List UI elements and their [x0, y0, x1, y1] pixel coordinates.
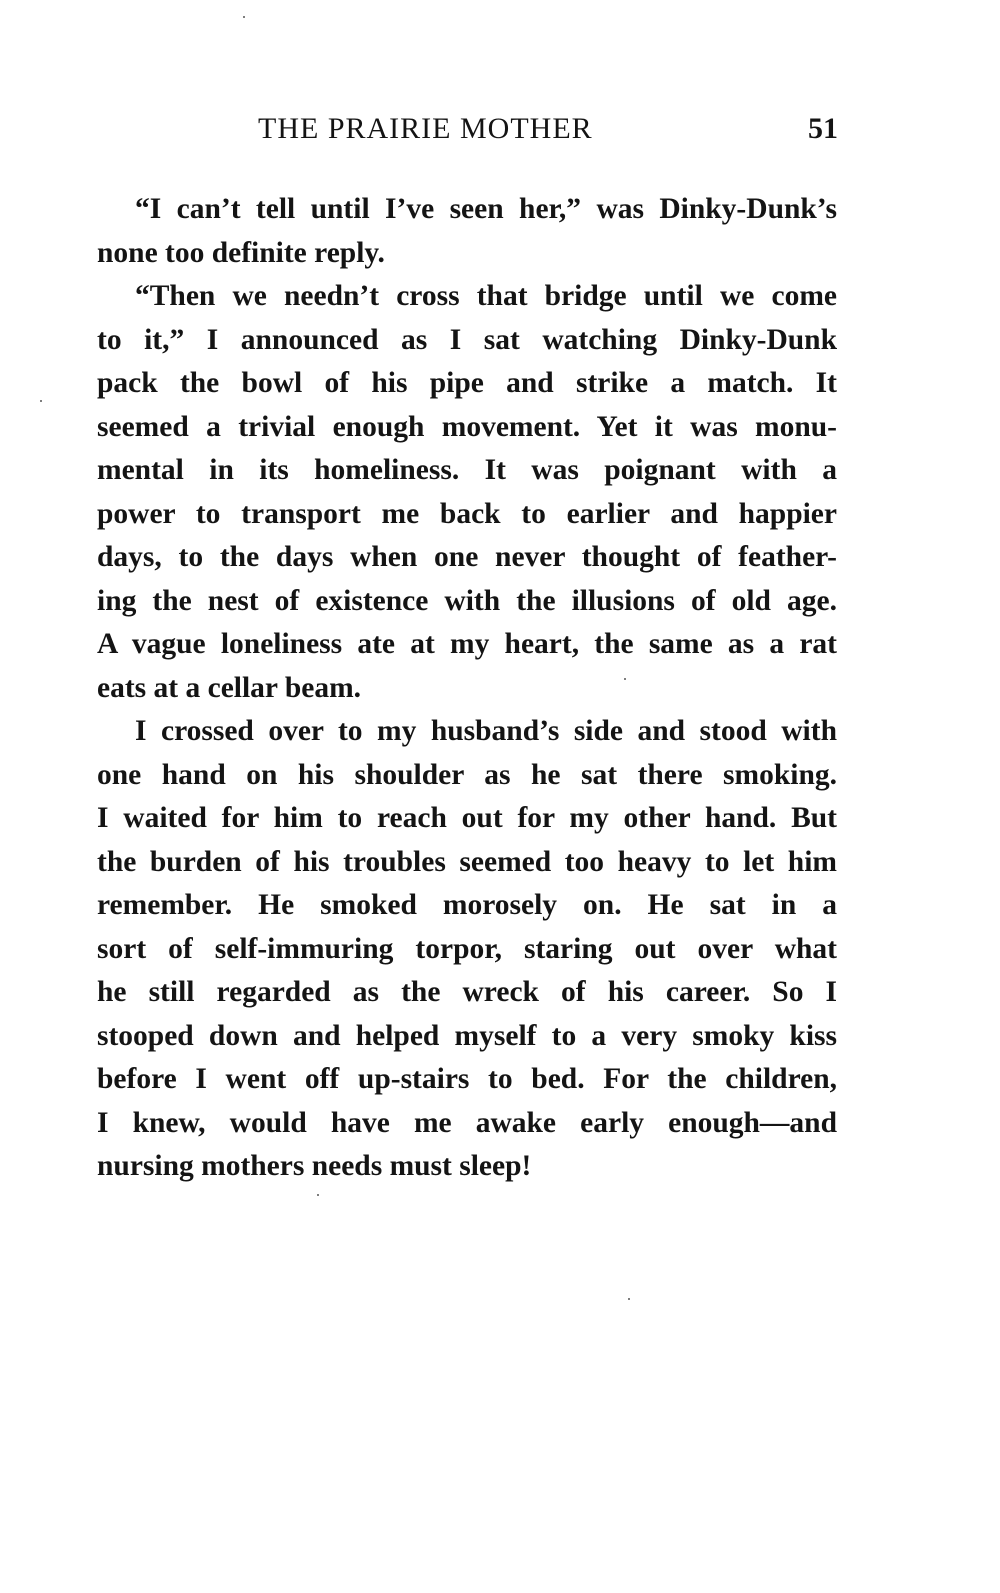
- text-line: “I can’t tell until I’ve seen her,” was Dinky-Dunk’s: [135, 193, 837, 225]
- text-line: to it,” I announced as I sat watching Dinky-Dunk: [97, 323, 837, 356]
- text-line: one hand on his shoulder as he sat there smoking.: [97, 758, 837, 791]
- page-speck: [40, 400, 42, 402]
- text-line: I crossed over to my husband’s side and stood with: [135, 715, 837, 747]
- text-line: I knew, would have me awake early enough—and: [97, 1106, 837, 1139]
- paragraph: [97, 710, 837, 1189]
- text-line: “Then we needn’t cross that bridge until we come: [135, 280, 837, 312]
- running-title: THE PRAIRIE MOTHER: [258, 112, 593, 145]
- page-number: 51: [808, 112, 838, 145]
- paragraph: [97, 188, 837, 275]
- page-speck: [243, 16, 245, 18]
- text-line: seemed a trivial enough movement. Yet it was monu-: [97, 410, 837, 443]
- running-head: [258, 112, 838, 152]
- text-line: none too definite reply.: [97, 236, 385, 269]
- text-line: remember. He smoked morosely on. He sat in a: [97, 889, 837, 921]
- page-speck: [317, 1194, 319, 1196]
- text-line: pack the bowl of his pipe and strike a match. It: [97, 367, 837, 399]
- text-line: power to transport me back to earlier and happier: [97, 497, 837, 530]
- text-line: mental in its homeliness. It was poignant with a: [97, 454, 837, 486]
- text-line: I waited for him to reach out for my other hand. But: [97, 802, 837, 834]
- text-line: sort of self-immuring torpor, staring out over what: [97, 932, 837, 965]
- text-line: the burden of his troubles seemed too heavy to let him: [97, 845, 837, 878]
- text-line: ing the nest of existence with the illusions of old age.: [97, 584, 837, 617]
- text-line: nursing mothers needs must sleep!: [97, 1150, 532, 1182]
- text-line: A vague loneliness ate at my heart, the same as a rat: [97, 628, 837, 660]
- text-line: before I went off up-stairs to bed. For the children,: [97, 1063, 837, 1095]
- body-text: [97, 188, 837, 1189]
- text-line: he still regarded as the wreck of his career. So I: [97, 976, 837, 1008]
- page-speck: [628, 1298, 630, 1300]
- paragraph: [97, 275, 837, 710]
- text-line: days, to the days when one never thought of feather-: [97, 541, 837, 573]
- text-line: eats at a cellar beam.: [97, 671, 362, 704]
- text-line: stooped down and helped myself to a very smoky kiss: [97, 1019, 837, 1052]
